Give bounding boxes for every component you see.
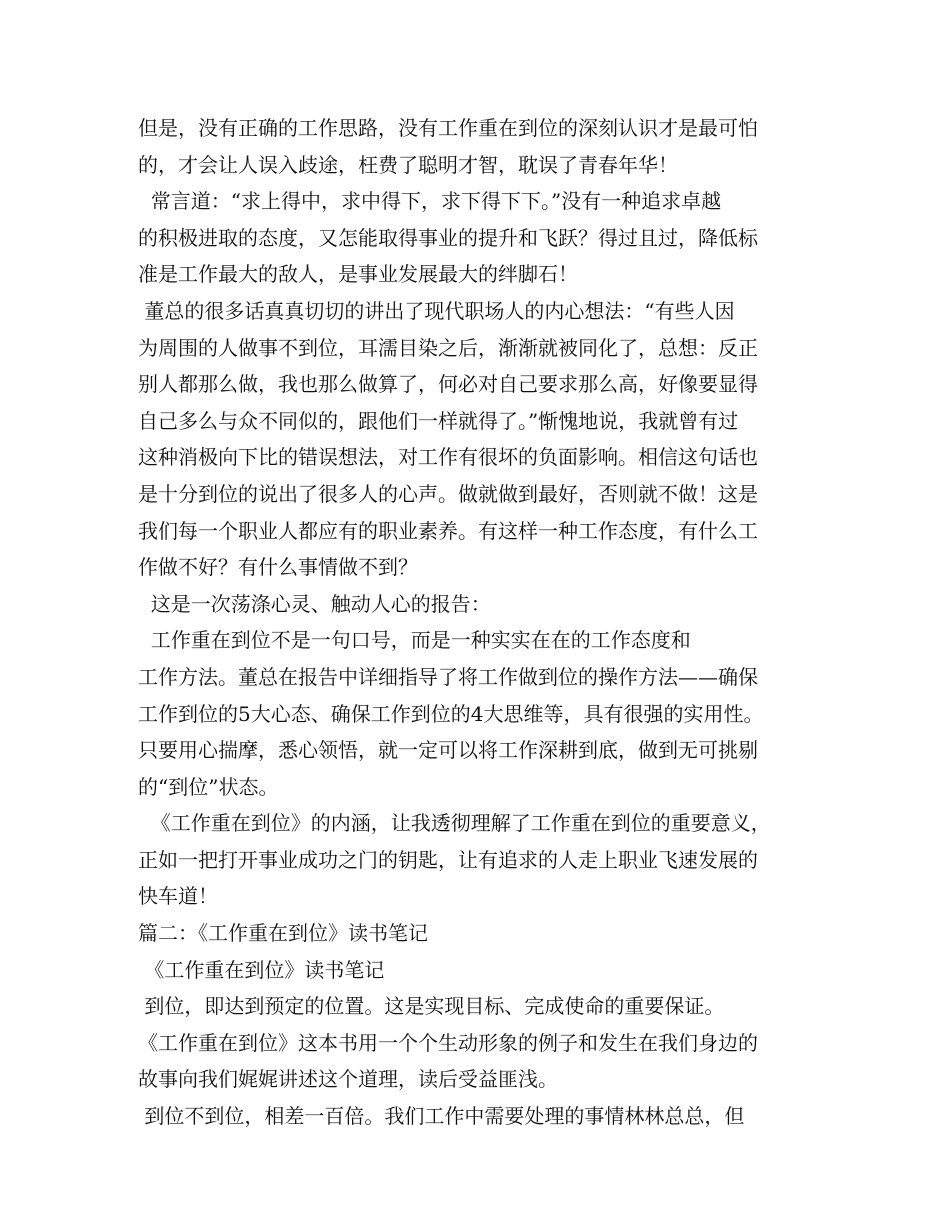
text-line: 到位，即达到预定的位置。这是实现目标、完成使命的重要保证。 (138, 994, 725, 1019)
text-line: 准是工作最大的敌人，是事业发展最大的绊脚石！ (138, 262, 578, 287)
text-line: 董总的很多话真真切切的讲出了现代职场人的内心想法：“有些人因 (138, 298, 735, 323)
text-line: 快车道！ (138, 884, 218, 909)
text-line: 作做不好？有什么事情做不到？ (138, 555, 418, 580)
text-line: 工作到位的5大心态、确保工作到位的4大思维等，具有很强的实用性。 (138, 701, 764, 726)
text-line: 的积极进取的态度，又怎能取得事业的提升和飞跃？得过且过，降低标 (138, 225, 758, 250)
text-line: 《工作重在到位》的内涵，让我透彻理解了工作重在到位的重要意义， (138, 811, 771, 836)
document-body (138, 110, 838, 1135)
text-line: 我们每一个职业人都应有的职业素养。有这样一种工作态度，有什么工 (138, 518, 758, 543)
text-line: 故事向我们娓娓讲述这个道理，读后受益匪浅。 (138, 1067, 558, 1092)
text-line: 工作重在到位不是一句口号，而是一种实实在在的工作态度和 (138, 628, 691, 653)
text-line: 的“到位”状态。 (138, 774, 279, 799)
text-line: 这是一次荡涤心灵、触动人心的报告： (138, 591, 491, 616)
section-subtitle: 《工作重在到位》读书笔记 (138, 957, 385, 982)
text-line: 到位不到位，相差一百倍。我们工作中需要处理的事情林林总总，但 (138, 1104, 745, 1129)
text-line: 为周围的人做事不到位，耳濡目染之后，渐渐就被同化了，总想：反正 (138, 335, 758, 360)
text-line: 的，才会让人误入歧途，枉费了聪明才智，耽误了青春年华！ (138, 152, 678, 177)
text-line: 只要用心揣摩，悉心领悟，就一定可以将工作深耕到底，做到无可挑剔 (138, 738, 758, 763)
text-line: 工作方法。董总在报告中详细指导了将工作做到位的操作方法——确保 (138, 664, 758, 689)
text-line: 这种消极向下比的错误想法，对工作有很坏的负面影响。相信这句话也 (138, 445, 758, 470)
section-heading: 篇二：《工作重在到位》读书笔记 (138, 921, 428, 946)
text-line: 是十分到位的说出了很多人的心声。做就做到最好，否则就不做！这是 (138, 481, 758, 506)
text-line: 常言道：“求上得中，求中得下，求下得下下。”没有一种追求卓越 (138, 189, 722, 214)
text-line: 别人都那么做，我也那么做算了，何必对自己要求那么高，好像要显得 (138, 372, 758, 397)
text-line: 《工作重在到位》这本书用一个个生动形象的例子和发生在我们身边的 (138, 1030, 758, 1055)
text-line: 自己多么与众不同似的，跟他们一样就得了。”惭愧地说，我就曾有过 (138, 408, 739, 433)
text-line: 正如一把打开事业成功之门的钥匙，让有追求的人走上职业飞速发展的 (138, 847, 758, 872)
text-line: 但是，没有正确的工作思路，没有工作重在到位的深刻认识才是最可怕 (138, 116, 758, 140)
